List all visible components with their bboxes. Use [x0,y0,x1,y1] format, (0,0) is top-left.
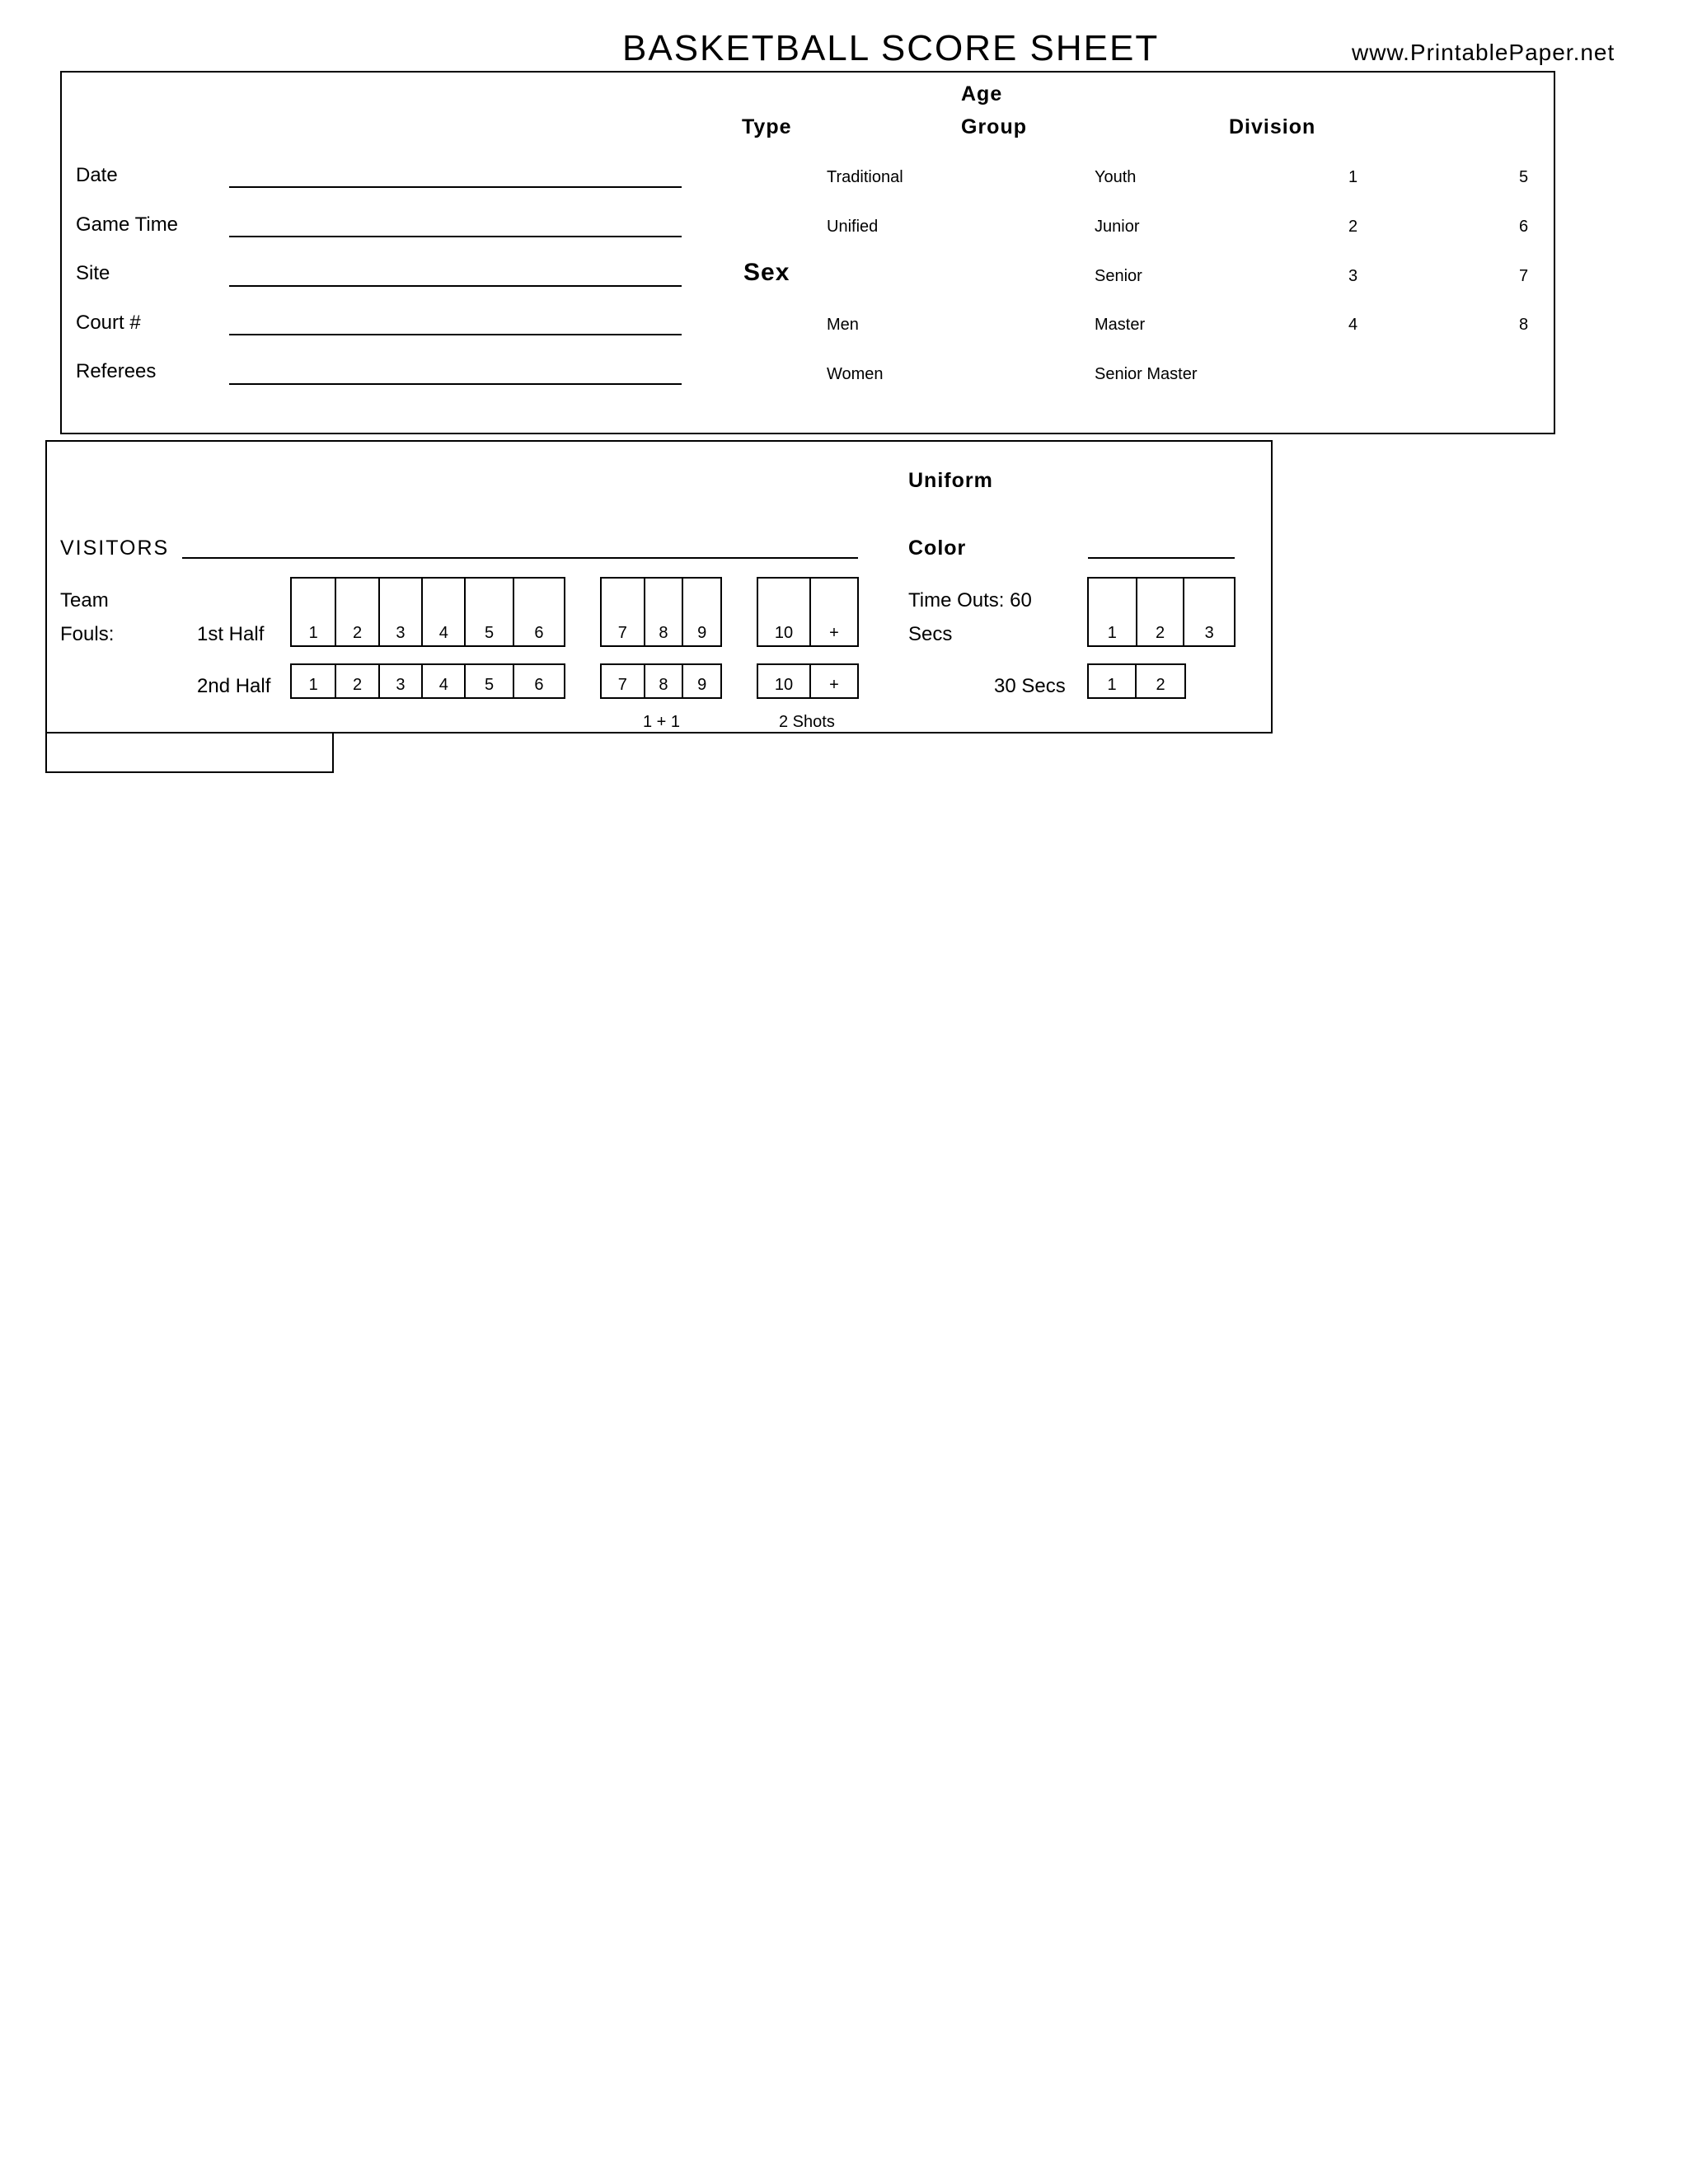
second-half-fouls-10-plus [757,663,859,699]
foul-number: 4 [438,676,448,694]
timeout-box[interactable] [1184,579,1234,645]
foul-box[interactable] [466,579,513,645]
team-fouls-label-line1: Team [60,589,109,612]
foul-number: 2 [352,676,363,694]
foul-box[interactable] [336,579,379,645]
foul-box[interactable] [292,665,336,697]
first-half-fouls-7-9 [600,577,722,647]
score-tab-box [45,732,334,773]
sex-option-women[interactable]: Women [827,365,884,383]
timeout-box[interactable] [1089,579,1137,645]
first-half-fouls-10-plus [757,577,859,647]
bonus-one-and-one-underline [600,732,722,733]
age-group-senior-master[interactable]: Senior Master [1095,365,1198,383]
type-heading: Type [742,115,792,138]
referees-field[interactable] [229,383,682,385]
game-time-field[interactable] [229,236,682,237]
division-1[interactable]: 1 [1348,168,1358,186]
foul-number: 7 [617,676,627,694]
date-field[interactable] [229,186,682,188]
type-option-traditional[interactable]: Traditional [827,168,903,186]
division-5[interactable]: 5 [1519,168,1529,186]
team-fouls-label-line2: Fouls: [60,623,115,645]
foul-number: 4 [438,624,448,642]
second-half-label: 2nd Half [197,675,271,697]
uniform-color-field[interactable] [1088,557,1235,559]
foul-box[interactable] [514,579,564,645]
foul-box[interactable] [292,579,336,645]
sex-heading: Sex [743,259,790,286]
foul-number: + [829,676,839,694]
timeouts-60-label-line1: Time Outs: 60 [908,589,1032,612]
uniform-label: Uniform [908,469,993,492]
date-label: Date [76,164,118,186]
division-heading: Division [1229,115,1316,138]
foul-number: 10 [774,676,794,694]
foul-number: 2 [352,624,363,642]
timeout-number: 2 [1156,676,1165,694]
foul-number: + [829,624,839,642]
timeout-number: 1 [1107,624,1117,642]
foul-number: 5 [485,676,495,694]
bonus-one-and-one-label: 1 + 1 [643,713,681,731]
page-title: BASKETBALL SCORE SHEET [622,28,1160,68]
timeout-box[interactable] [1089,665,1137,697]
foul-number: 9 [697,676,707,694]
foul-box[interactable] [645,665,684,697]
foul-number: 1 [308,624,318,642]
foul-number: 3 [396,676,406,694]
timeout-box[interactable] [1137,665,1184,697]
age-group-youth[interactable]: Youth [1095,168,1137,186]
age-group-master[interactable]: Master [1095,316,1146,334]
visitors-team-field[interactable] [182,557,858,559]
first-half-fouls-1-6 [290,577,565,647]
foul-number: 3 [396,624,406,642]
first-half-label: 1st Half [197,623,265,645]
site-field[interactable] [229,285,682,287]
foul-box[interactable] [466,665,513,697]
foul-number: 9 [697,624,707,642]
website-label: www.PrintablePaper.net [1352,40,1615,65]
game-info-box [60,71,1555,434]
court-label: Court # [76,312,141,334]
foul-box[interactable] [514,665,564,697]
foul-number: 5 [485,624,495,642]
timeout-number: 1 [1107,676,1117,694]
foul-box[interactable] [602,579,645,645]
bonus-two-shots-label: 2 Shots [779,713,835,731]
foul-number: 8 [659,624,668,642]
division-4[interactable]: 4 [1348,316,1358,334]
type-option-unified[interactable]: Unified [827,218,879,236]
foul-number: 10 [774,624,794,642]
foul-box[interactable] [811,665,857,697]
age-group-junior[interactable]: Junior [1095,218,1140,236]
foul-box[interactable] [602,665,645,697]
second-half-fouls-7-9 [600,663,722,699]
timeout-number: 2 [1155,624,1165,642]
foul-box[interactable] [811,579,857,645]
foul-box[interactable] [380,665,423,697]
division-6[interactable]: 6 [1519,218,1529,236]
referees-label: Referees [76,360,157,382]
visitors-label: VISITORS [60,537,170,560]
group-heading: Group [961,115,1027,138]
timeouts-60-label-line2: Secs [908,623,953,645]
timeouts-60-boxes [1087,577,1236,647]
sex-option-men[interactable]: Men [827,316,859,334]
foul-number: 6 [534,624,544,642]
foul-box[interactable] [423,665,466,697]
color-label: Color [908,537,967,560]
bonus-two-shots-underline [757,732,859,733]
foul-number: 8 [659,676,668,694]
timeout-number: 3 [1204,624,1214,642]
foul-box[interactable] [683,665,720,697]
foul-box[interactable] [758,665,811,697]
division-3[interactable]: 3 [1348,267,1358,285]
foul-box[interactable] [380,579,423,645]
timeouts-30-boxes [1087,663,1186,699]
division-8[interactable]: 8 [1519,316,1529,334]
foul-box[interactable] [758,579,811,645]
age-heading: Age [961,82,1003,105]
court-field[interactable] [229,334,682,335]
foul-box[interactable] [423,579,466,645]
division-7[interactable]: 7 [1519,267,1529,285]
age-group-senior[interactable]: Senior [1095,267,1142,285]
site-label: Site [76,262,110,284]
foul-box[interactable] [336,665,379,697]
foul-number: 1 [308,676,318,694]
timeouts-30-label: 30 Secs [994,675,1066,697]
foul-number: 7 [617,624,627,642]
foul-box[interactable] [683,579,720,645]
second-half-fouls-1-6 [290,663,565,699]
timeout-box[interactable] [1137,579,1185,645]
foul-number: 6 [534,676,544,694]
division-2[interactable]: 2 [1348,218,1358,236]
game-time-label: Game Time [76,213,179,236]
foul-box[interactable] [645,579,684,645]
